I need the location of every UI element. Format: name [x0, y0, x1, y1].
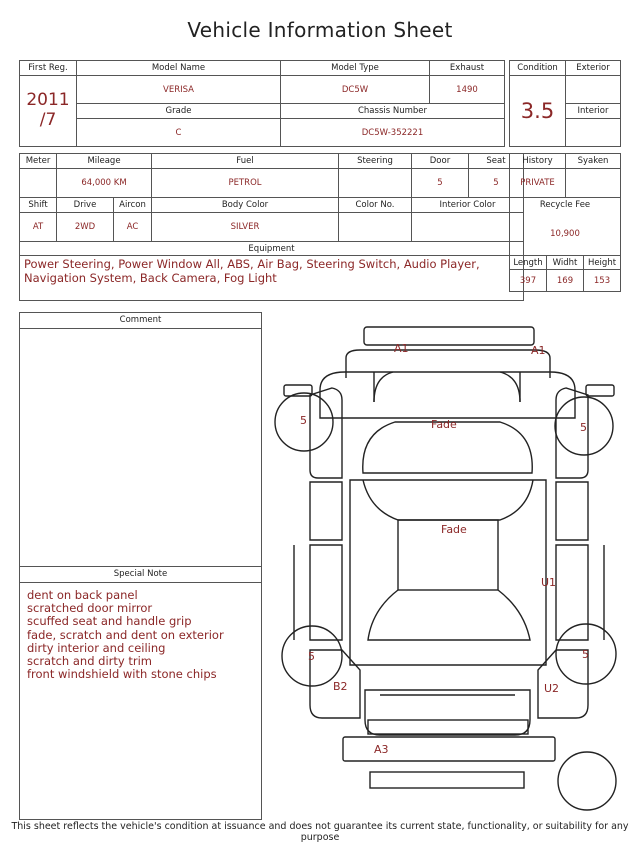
headlamp-left	[374, 372, 393, 402]
mileage-value: 64,000 KM	[57, 169, 152, 198]
mark-rear: A3	[374, 743, 389, 756]
mark-front-right: A1	[531, 344, 546, 357]
syaken-label: Syaken	[566, 154, 621, 169]
exterior-label: Exterior	[566, 61, 621, 76]
fuel-value: PETROL	[152, 169, 339, 198]
special-note-item: dirty interior and ceiling	[27, 640, 166, 655]
chassis-value: DC5W-352221	[281, 119, 505, 147]
condition-value: 3.5	[510, 76, 566, 147]
special-note-box	[19, 566, 262, 820]
rear-panel	[368, 720, 528, 734]
tire-rear-left-value: 5	[308, 650, 315, 663]
history-value: PRIVATE	[510, 169, 566, 198]
mark-front-left: A1	[394, 342, 409, 355]
height-label: Height	[584, 256, 621, 270]
roof-front	[363, 480, 533, 520]
interior-label: Interior	[566, 104, 621, 119]
fuel-label: Fuel	[152, 154, 339, 169]
tailgate	[365, 690, 530, 735]
right-front-door	[556, 482, 588, 540]
body-color-label: Body Color	[152, 198, 339, 213]
left-mirror	[284, 385, 312, 396]
interior-color-value	[412, 213, 524, 242]
exhaust-value: 1490	[430, 76, 505, 104]
mark-right-rear-quarter: U2	[544, 682, 560, 695]
condition-label: Condition	[510, 61, 566, 76]
page-title: Vehicle Information Sheet	[187, 18, 453, 42]
special-note-item: dent on back panel	[27, 588, 138, 602]
front-bumper	[364, 327, 534, 345]
body-outline	[350, 480, 546, 665]
tire-rear-right-value: 5	[582, 648, 589, 661]
recycle-fee-value: 10,900	[510, 213, 621, 256]
model-name-label: Model Name	[77, 61, 281, 76]
first-reg-label: First Reg.	[20, 61, 77, 76]
first-reg-month: /7	[39, 110, 57, 130]
meter-label: Meter	[20, 154, 57, 169]
steering-value	[339, 169, 412, 198]
recycle-fee-label: Recycle Fee	[510, 198, 621, 213]
car-damage-diagram	[268, 318, 628, 818]
mark-roof: Fade	[441, 523, 467, 536]
model-type-label: Model Type	[281, 61, 430, 76]
tire-front-left-value: 5	[300, 414, 307, 427]
spec-table	[19, 153, 524, 301]
interior-value	[566, 119, 621, 147]
special-note-header: Special Note	[20, 567, 261, 583]
aircon-value: AC	[114, 213, 152, 242]
history-table	[509, 153, 621, 292]
chassis-label: Chassis Number	[281, 104, 505, 119]
width-label: Widht	[547, 256, 584, 270]
headlamp-right	[500, 372, 520, 402]
tire-front-right-value: 5	[580, 421, 587, 434]
body-color-value: SILVER	[152, 213, 339, 242]
equipment-label: Equipment	[20, 242, 524, 256]
special-note-list	[20, 583, 261, 688]
door-label: Door	[412, 154, 469, 169]
seat-value: 5	[469, 169, 524, 198]
right-rear-door	[556, 545, 588, 640]
model-type-value: DC5W	[281, 76, 430, 104]
door-value: 5	[412, 169, 469, 198]
drive-value: 2WD	[57, 213, 114, 242]
grade-label: Grade	[77, 104, 281, 119]
aircon-label: Aircon	[114, 198, 152, 213]
steering-label: Steering	[339, 154, 412, 169]
width-value: 169	[547, 270, 584, 292]
rear-lower	[370, 772, 524, 788]
front-left-fender	[310, 388, 342, 478]
history-label: History	[510, 154, 566, 169]
special-note-item: scratch and dirty trim	[27, 654, 152, 669]
first-reg-year: 2011	[26, 90, 70, 111]
mileage-label: Mileage	[57, 154, 152, 169]
rear-window	[368, 590, 530, 640]
shift-label: Shift	[20, 198, 57, 213]
special-note-item: scuffed seat and handle grip	[27, 614, 192, 629]
color-no-label: Color No.	[339, 198, 412, 213]
special-note-item: scratched door mirror	[27, 601, 153, 616]
model-info-table	[19, 60, 505, 147]
interior-color-label: Interior Color	[412, 198, 524, 213]
exterior-value	[566, 76, 621, 104]
special-note-item: front windshield with stone chips	[27, 667, 217, 682]
shift-value: AT	[20, 213, 57, 242]
mark-hood: Fade	[431, 418, 457, 431]
spare-tire	[558, 752, 616, 810]
seat-label: Seat	[469, 154, 524, 169]
meter-value	[20, 169, 57, 198]
first-reg-value	[20, 76, 77, 147]
syaken-value	[566, 169, 621, 198]
mark-left-rear-quarter: B2	[333, 680, 348, 693]
length-label: Length	[510, 256, 547, 270]
drive-label: Drive	[57, 198, 114, 213]
exhaust-label: Exhaust	[430, 61, 505, 76]
grade-value: C	[77, 119, 281, 147]
height-value: 153	[584, 270, 621, 292]
right-mirror	[586, 385, 614, 396]
left-front-door	[310, 482, 342, 540]
mark-right-rear-door: U1	[541, 576, 557, 589]
disclaimer-footer: This sheet reflects the vehicle's condition at issuance and does not guarantee its current state, functionality, or suitability for any purpose	[11, 821, 629, 843]
comment-header: Comment	[20, 313, 261, 329]
hood-outer	[320, 372, 575, 418]
model-name-value: VERISA	[77, 76, 281, 104]
comment-box	[19, 312, 262, 567]
length-value: 397	[510, 270, 547, 292]
special-note-item: fade, scratch and dent on exterior	[27, 627, 224, 642]
color-no-value	[339, 213, 412, 242]
equipment-value: Power Steering, Power Window All, ABS, Air Bag, Steering Switch, Audio Player, Navigation System, Back Camera, Fog Light	[20, 256, 524, 301]
condition-table	[509, 60, 621, 147]
